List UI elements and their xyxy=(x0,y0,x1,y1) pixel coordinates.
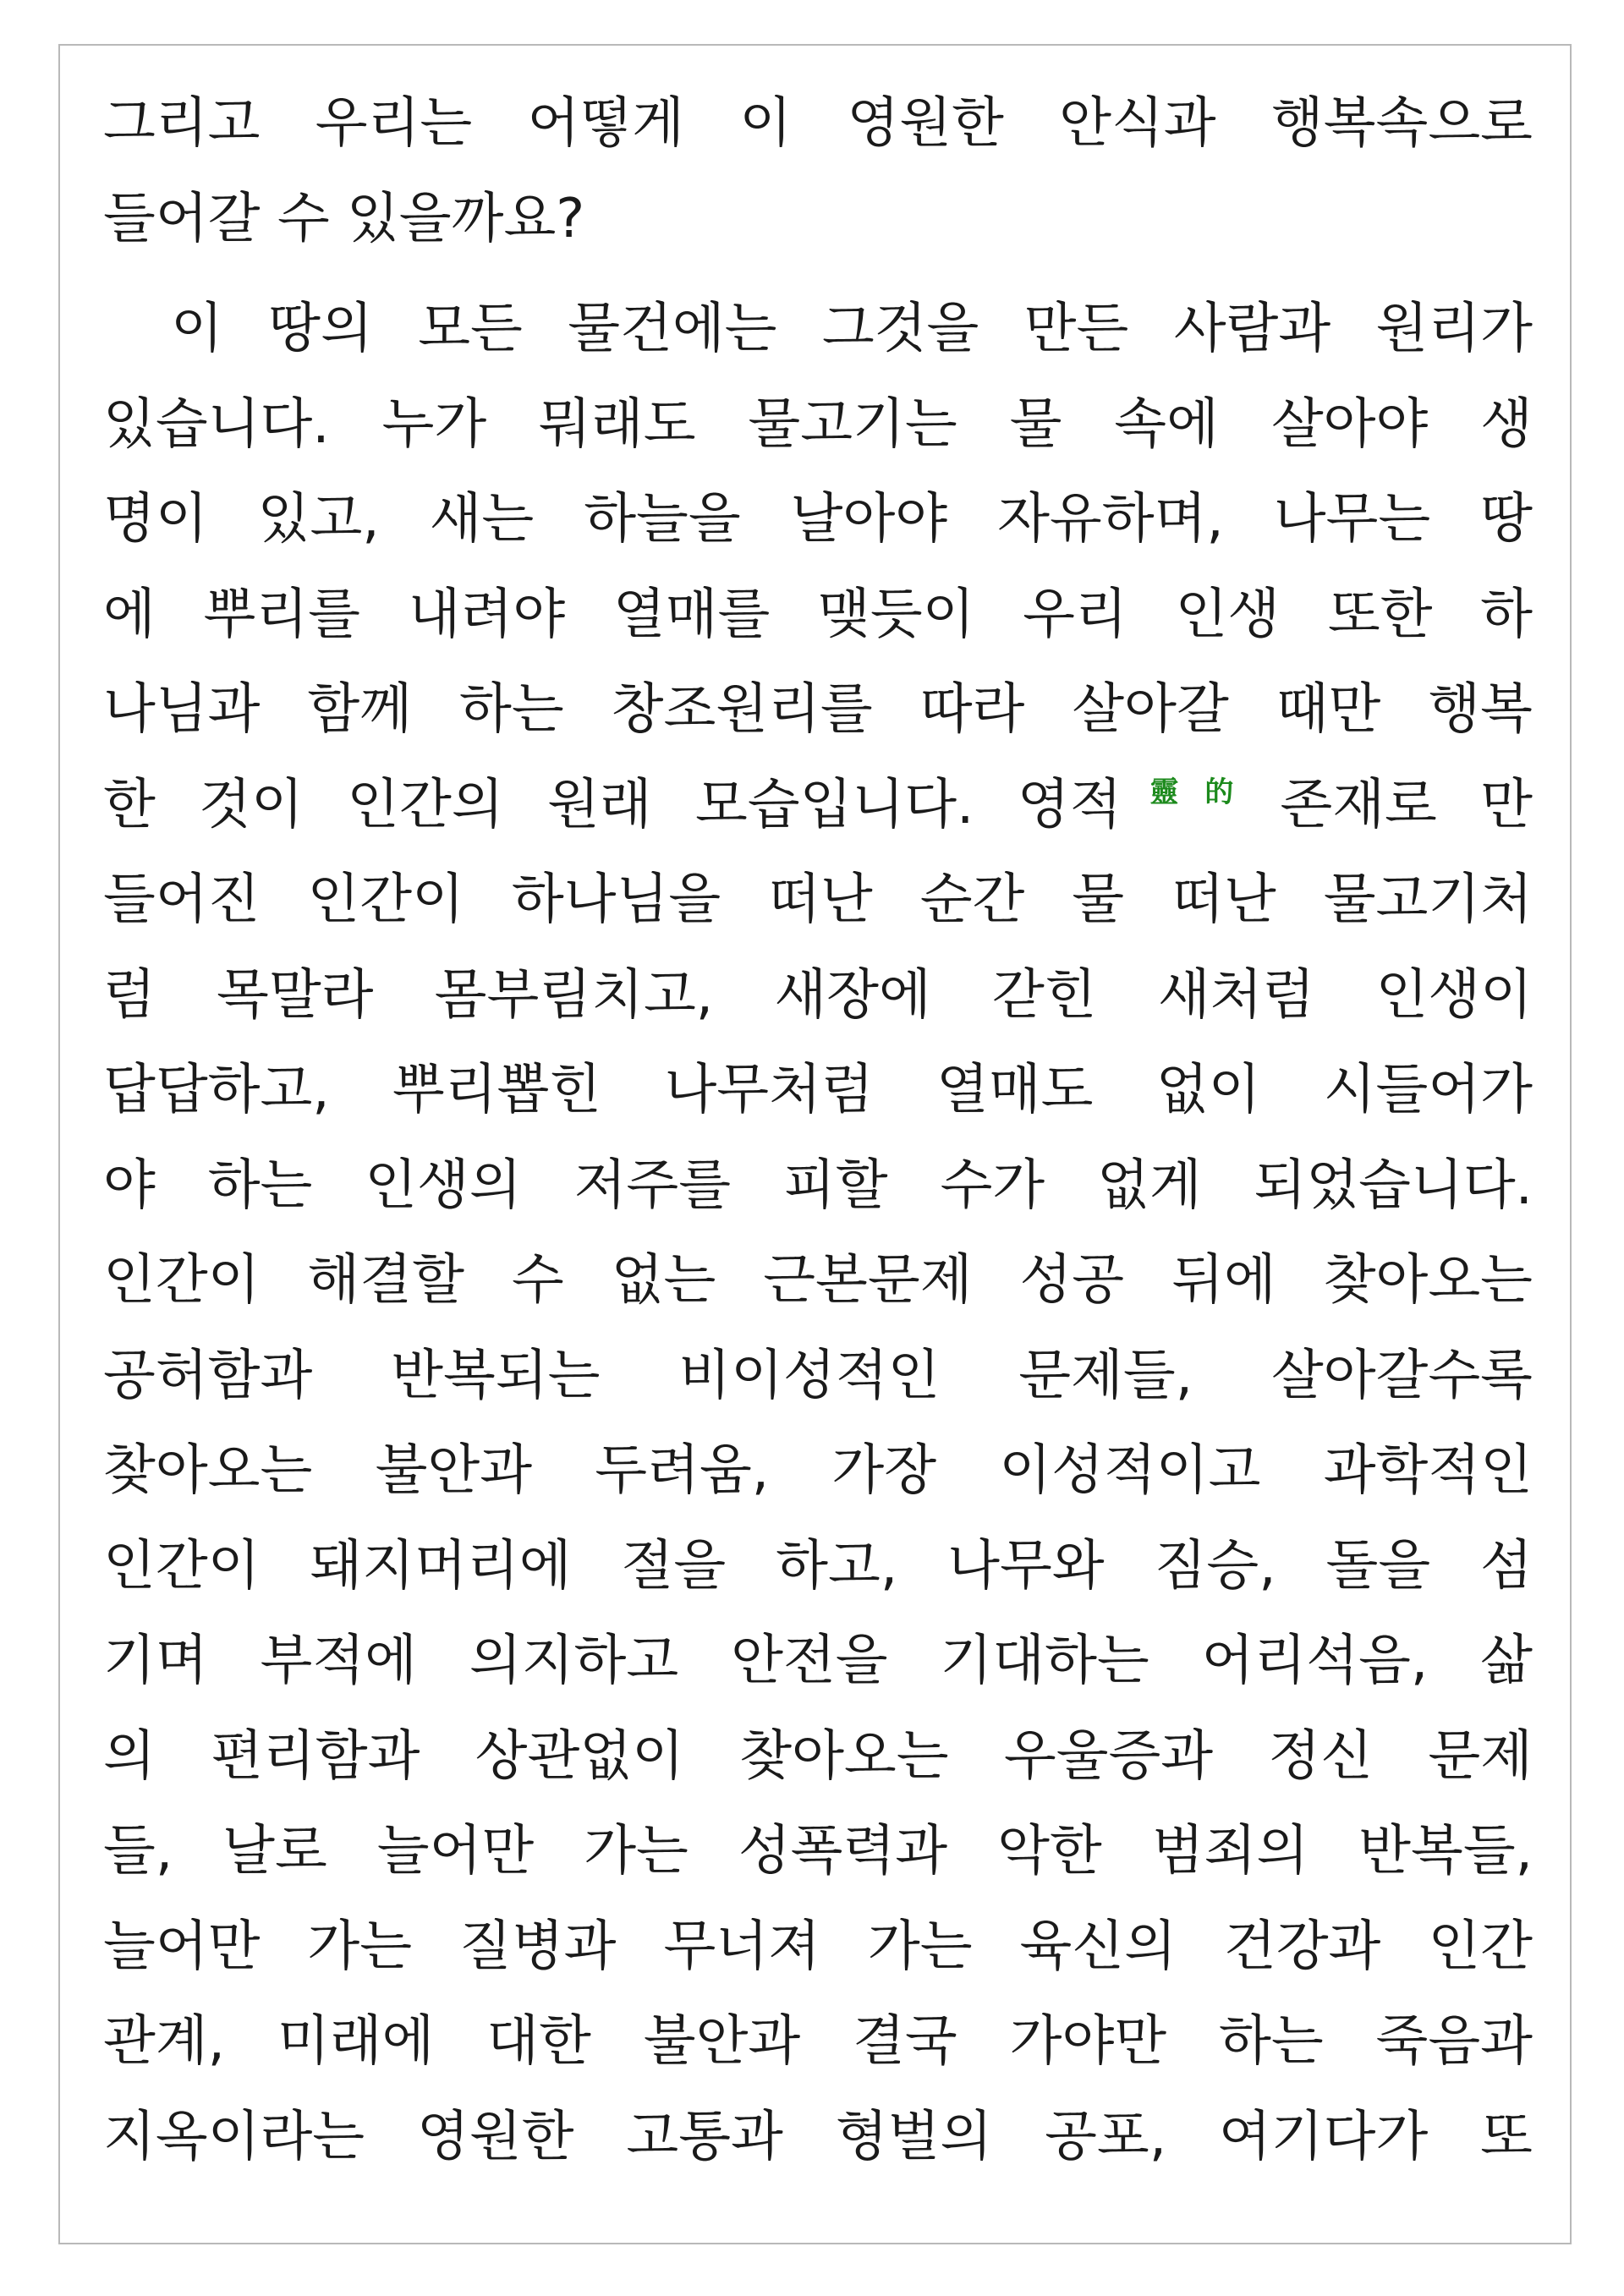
text-line: 럼 목말라 몸부림치고, 새장에 갇힌 새처럼 인생이 xyxy=(103,963,1533,1027)
text-line: 있습니다. 누가 뭐래도 물고기는 물 속에 살아야 생 xyxy=(103,392,1533,456)
text-line: 인간이 해결할 수 없는 근본문제 성공 뒤에 찾아오는 xyxy=(103,1249,1533,1312)
text-line: 나님과 함께 하는 창조원리를 따라 살아갈 때만 행복 xyxy=(103,678,1533,741)
text-line: 이 땅의 모든 물건에는 그것을 만든 사람과 원리가 xyxy=(171,298,1533,360)
text-line: 들어갈 수 있을까요? xyxy=(103,187,585,250)
text-line: 늘어만 가는 질병과 무너져 가는 육신의 건강과 인간 xyxy=(103,1915,1533,1978)
text-line: 에 뿌리를 내려야 열매를 맺듯이 우리 인생 또한 하 xyxy=(103,583,1533,646)
text-line-with-gloss xyxy=(103,758,1533,853)
text-line: 인간이 돼지머리에 절을 하고, 나무와 짐승, 돌을 섬 xyxy=(103,1534,1533,1597)
document-body xyxy=(103,76,1533,2184)
text-line: 지옥이라는 영원한 고통과 형벌의 공포, 여기다가 또 xyxy=(103,2105,1533,2168)
text-line: 기며 부적에 의지하고 안전을 기대하는 어리석음, 삶 xyxy=(103,1630,1533,1692)
paragraph-2 xyxy=(103,282,1533,2184)
text-line: 그리고 우리는 어떻게 이 영원한 안식과 행복속으로 xyxy=(103,92,1533,155)
text-line: 관계, 미래에 대한 불안과 결국 가야만 하는 죽음과 xyxy=(103,2010,1533,2073)
text-segment: 한 것이 인간의 원래 모습입니다. 영적 xyxy=(103,773,1122,836)
text-line: 공허함과 반복되는 비이성적인 문제들, 살아갈수록 xyxy=(103,1344,1533,1407)
text-line: 찾아오는 불안과 두려움, 가장 이성적이고 과학적인 xyxy=(103,1439,1533,1502)
text-line: 야 하는 인생의 저주를 피할 수가 없게 되었습니다. xyxy=(103,1153,1533,1217)
text-line: 명이 있고, 새는 하늘을 날아야 자유하며, 나무는 땅 xyxy=(103,488,1533,551)
text-line: 의 편리함과 상관없이 찾아오는 우울증과 정신 문제 xyxy=(103,1724,1533,1788)
page-frame xyxy=(58,44,1572,2244)
paragraph-1 xyxy=(103,76,1533,266)
paragraph-spacer xyxy=(103,266,1533,282)
text-segment: 존재로 만 xyxy=(1280,773,1533,836)
text-line: 답답하고, 뿌리뽑힌 나무처럼 열매도 없이 시들어가 xyxy=(103,1059,1533,1121)
text-line: 들어진 인간이 하나님을 떠난 순간 물 떠난 물고기처 xyxy=(103,869,1533,931)
hanja-annotation: 靈的 xyxy=(1123,775,1260,810)
text-line: 들, 날로 늘어만 가는 성폭력과 악한 범죄의 반복들, xyxy=(103,1820,1533,1882)
